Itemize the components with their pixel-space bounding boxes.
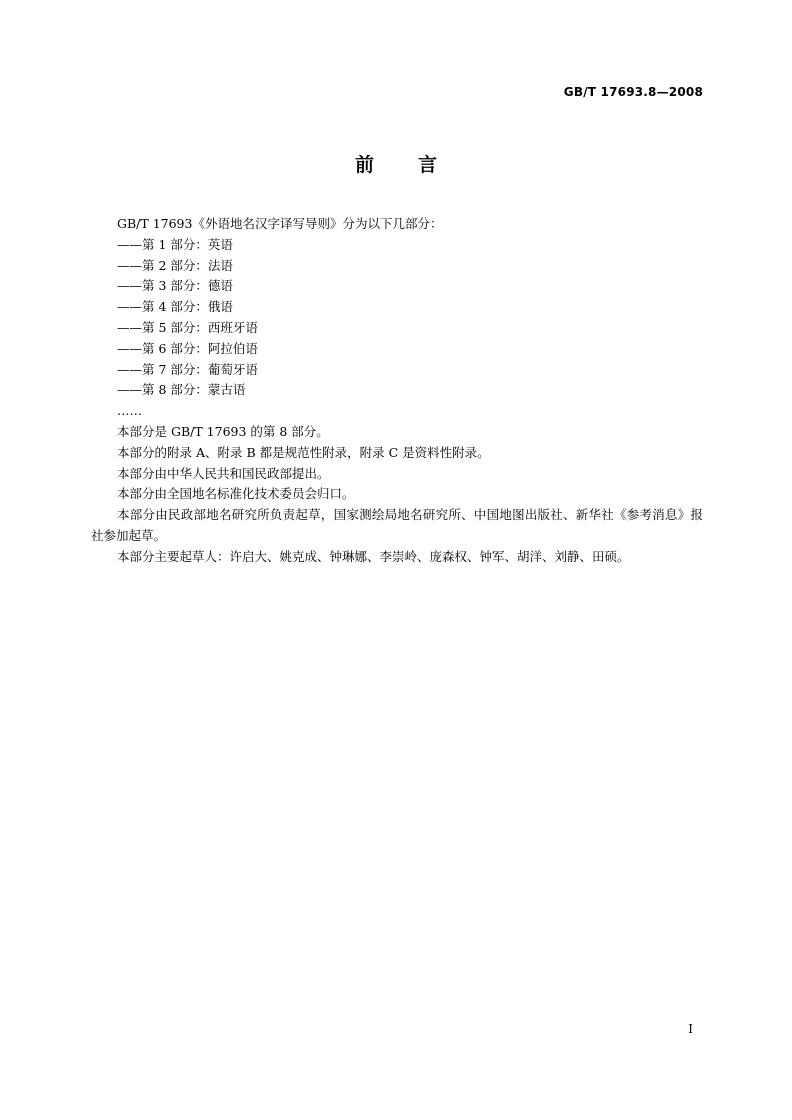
list-item-part-1: ——第 1 部分：英语 — [117, 236, 233, 252]
page-title: 前言 — [354, 154, 481, 176]
drafters-statement: 本部分主要起草人：许启大、姚克成、钟琳娜、李崇岭、庞森权、钟军、胡洋、刘静、田硕。 — [117, 548, 630, 564]
intro-paragraph: GB/T 17693《外语地名汉字译写导则》分为以下几部分： — [117, 216, 443, 231]
list-item-part-4: ——第 4 部分：俄语 — [117, 299, 233, 315]
list-item-part-2: ——第 2 部分：法语 — [117, 257, 233, 273]
foreword-body — [91, 214, 703, 568]
page-number: I — [688, 1022, 693, 1036]
committee-statement: 本部分由全国地名标准化技术委员会归口。 — [117, 486, 355, 502]
list-item-part-7: ——第 7 部分：葡萄牙语 — [117, 361, 258, 377]
part-statement: 本部分是 GB/T 17693 的第 8 部分。 — [117, 423, 329, 439]
annex-statement: 本部分的附录 A、附录 B 都是规范性附录，附录 C 是资料性附录。 — [117, 444, 490, 460]
list-item-part-6: ——第 6 部分：阿拉伯语 — [117, 340, 258, 356]
standard-number: GB/T 17693.8—2008 — [563, 85, 703, 99]
drafter-org-statement: 本部分由民政部地名研究所负责起草，国家测绘局地名研究所、中国地图出版社、新华社《参考消息》报社参加起草。 — [91, 507, 703, 543]
list-item-part-5: ——第 5 部分：西班牙语 — [117, 319, 258, 335]
ellipsis: …… — [117, 403, 142, 419]
list-item-part-3: ——第 3 部分：德语 — [117, 278, 233, 294]
proposer-statement: 本部分由中华人民共和国民政部提出。 — [117, 465, 330, 481]
list-item-part-8: ——第 8 部分：蒙古语 — [117, 382, 246, 398]
